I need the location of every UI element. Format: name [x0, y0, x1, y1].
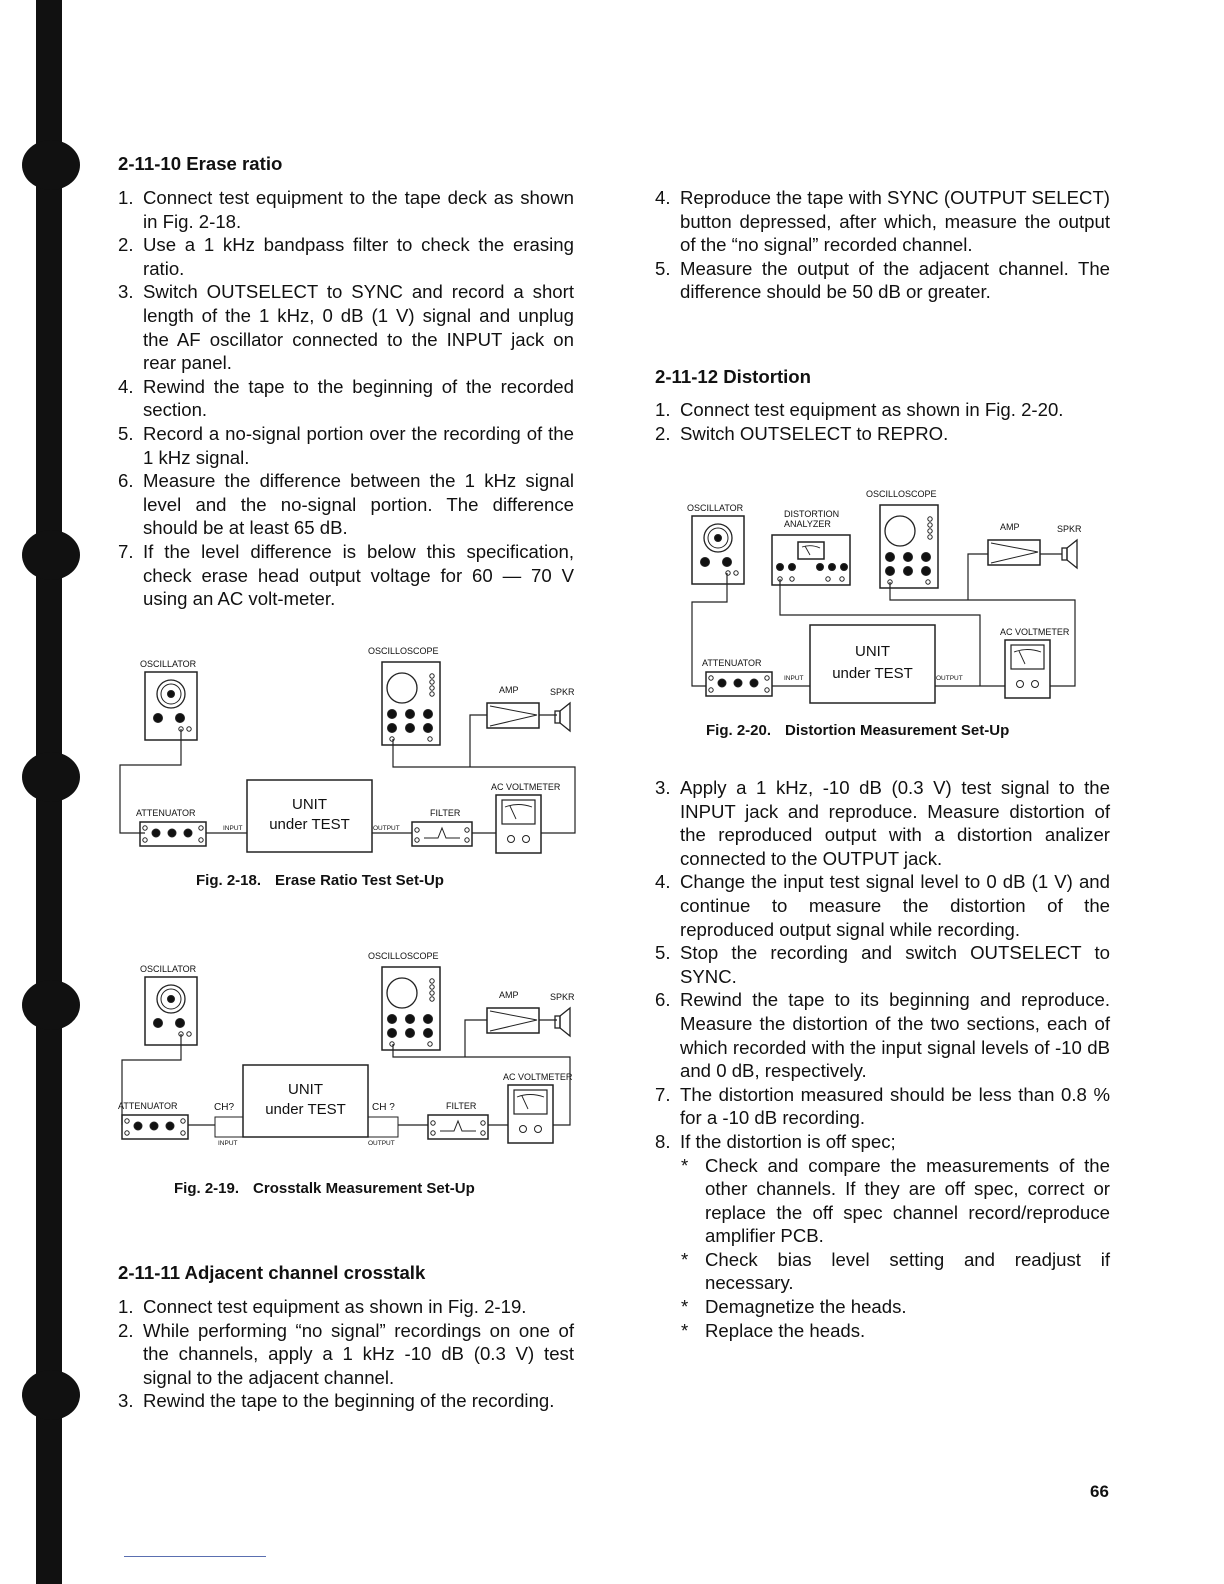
knob [424, 724, 433, 733]
item-text: Use a 1 kHz bandpass filter to check the erasing ratio. [143, 234, 574, 279]
list-item [118, 280, 574, 374]
jack [428, 737, 432, 741]
amp-label: AMP [1000, 522, 1020, 532]
voltmeter-terminal [535, 1126, 542, 1133]
bullet-star: * [681, 1319, 689, 1341]
jack [181, 1119, 185, 1123]
voltmeter-terminal [520, 1126, 527, 1133]
jack [199, 826, 203, 830]
distortion-steps-continued [655, 776, 1110, 1342]
knob [424, 1015, 433, 1024]
steps-list [655, 398, 1110, 445]
unit-label: UNIT [855, 643, 890, 661]
item-number: 1. [118, 187, 134, 208]
item-text: If the distortion is off spec; [680, 1130, 896, 1152]
jack [928, 535, 932, 539]
bandpass-symbol [440, 1121, 476, 1131]
caption-number: Fig. 2-18. [196, 872, 262, 889]
punch-hole-mark [22, 140, 80, 190]
item-number: 6. [118, 470, 134, 492]
jack [709, 676, 713, 680]
jack [481, 1121, 485, 1125]
output-label: OUTPUT [936, 675, 963, 682]
item-text: Rewind the tape to the beginning of the recorded section. [143, 375, 574, 421]
item-text: Measure the difference between the 1 kHz signal level and the no-signal portion. The difference should be at least 65 dB. [143, 470, 574, 539]
punch-hole-mark [22, 1370, 80, 1420]
knob [904, 553, 913, 562]
jack [430, 674, 434, 678]
bullet-item [681, 1248, 1110, 1295]
jack [928, 517, 932, 521]
figure-2-18-diagram [110, 640, 590, 870]
jack [187, 1032, 191, 1036]
footer-rule [124, 1556, 266, 1557]
item-number: 5. [655, 942, 671, 964]
figure-2-19-caption [174, 1180, 475, 1197]
voltmeter-label: AC VOLTMETER [1000, 627, 1070, 637]
voltmeter-meter [1011, 645, 1044, 669]
bullet-item [681, 1319, 1110, 1343]
list-item [118, 1295, 574, 1319]
list-item [655, 988, 1110, 1082]
knob [886, 567, 895, 576]
item-number: 2. [118, 234, 134, 256]
wire [122, 1034, 181, 1125]
oscillator-label: OSCILLATOR [687, 503, 744, 513]
knob [789, 564, 796, 571]
punch-hole-mark [22, 752, 80, 802]
knob [922, 553, 931, 562]
distortion-steps [655, 398, 1110, 445]
knob [154, 1019, 163, 1028]
oscilloscope-screen [885, 516, 915, 546]
knob [168, 829, 176, 837]
list-item [118, 469, 574, 540]
knob [841, 564, 848, 571]
knob [168, 691, 175, 698]
channel-in-label: CH? [214, 1102, 235, 1113]
knob [154, 714, 163, 723]
jack [428, 1042, 432, 1046]
item-number: 3. [118, 1390, 134, 1412]
knob [406, 724, 415, 733]
jack [430, 686, 434, 690]
item-number: 2. [118, 1319, 134, 1341]
item-number: 8. [655, 1130, 671, 1152]
jack [926, 580, 930, 584]
attenuator-label: ATTENUATOR [136, 808, 196, 818]
analyzer-meter [798, 542, 824, 559]
item-text: Rewind the tape to the beginning of the recording. [143, 1390, 555, 1412]
item-text: Switch OUTSELECT to REPRO. [680, 422, 949, 444]
jack [765, 676, 769, 680]
voltmeter-terminal [1032, 681, 1039, 688]
item-text: Stop the recording and switch OUTSELECT to SYNC. [680, 942, 1110, 987]
analyzer-label-1: DISTORTION [784, 509, 840, 519]
list-item [118, 422, 574, 469]
crosstalk-steps [118, 1295, 574, 1413]
jack [199, 838, 203, 842]
input-label: INPUT [218, 1140, 238, 1147]
analyzer-needle [802, 546, 820, 555]
knob [176, 1019, 185, 1028]
knob [406, 1015, 415, 1024]
knob [922, 567, 931, 576]
figure-2-19-diagram [110, 945, 590, 1175]
caption-number: Fig. 2-19. [174, 1180, 240, 1197]
knob [829, 564, 836, 571]
jack [415, 828, 419, 832]
list-item [118, 186, 574, 233]
under-test-label: under TEST [832, 665, 913, 683]
output-jack-box [368, 1117, 398, 1137]
input-label: INPUT [223, 825, 243, 832]
jack [928, 529, 932, 533]
voltmeter-needle [517, 1095, 544, 1110]
attenuator-label: ATTENUATOR [702, 658, 762, 668]
jack [431, 1131, 435, 1135]
item-number: 1. [118, 1296, 134, 1317]
knob [388, 724, 397, 733]
knob [388, 1029, 397, 1038]
jack [734, 571, 738, 575]
list-item [655, 422, 1110, 446]
knob [150, 1122, 158, 1130]
knob [734, 679, 742, 687]
item-number: 7. [655, 1083, 671, 1105]
bullet-star: * [681, 1248, 689, 1270]
amp-label: AMP [499, 685, 519, 695]
item-text: Switch OUTSELECT to SYNC and record a short length of the 1 kHz, 0 dB (1 V) signal and unplug the AF oscillator connected to the INPUT jack on rear panel. [143, 281, 574, 374]
jack [430, 680, 434, 684]
bullet-text: Check bias level setting and readjust if necessary. [705, 1248, 1110, 1294]
knob [424, 1029, 433, 1038]
output-label: OUTPUT [368, 1140, 395, 1147]
punch-hole-mark [22, 980, 80, 1030]
list-item [118, 540, 574, 611]
erase-ratio-steps [118, 186, 574, 611]
oscilloscope-label: OSCILLOSCOPE [368, 951, 439, 961]
wire [968, 554, 988, 600]
list-item [655, 870, 1110, 941]
item-text: While performing “no signal” recordings on one of the channels, apply a 1 kHz -10 dB (0.3 V) test signal to the adjacent channel. [143, 1319, 574, 1388]
knob [176, 714, 185, 723]
input-label: INPUT [784, 675, 804, 682]
spkr-label: SPKR [1057, 524, 1082, 534]
amp-triangle [490, 706, 537, 726]
caption-text: Crosstalk Measurement Set-Up [253, 1180, 475, 1197]
knob [388, 710, 397, 719]
oscillator-label: OSCILLATOR [140, 659, 197, 669]
bandpass-symbol [424, 828, 460, 838]
voltmeter-terminal [1017, 681, 1024, 688]
knob [777, 564, 784, 571]
knob [817, 564, 824, 571]
knob [388, 1015, 397, 1024]
jack [481, 1131, 485, 1135]
jack [826, 577, 830, 581]
bullet-item [681, 1295, 1110, 1319]
jack [465, 838, 469, 842]
under-test-label: under TEST [269, 815, 350, 833]
steps-list [118, 186, 574, 611]
knob [406, 710, 415, 719]
amp-triangle [991, 543, 1038, 563]
filter-box [428, 1115, 488, 1139]
figure-2-18-caption [196, 872, 444, 889]
figure-2-20-diagram [680, 480, 1100, 710]
item-text: Connect test equipment as shown in Fig. 2-20. [680, 399, 1064, 420]
voltmeter-label: AC VOLTMETER [491, 782, 561, 792]
knob [168, 996, 175, 1003]
list-item [655, 398, 1110, 422]
voltmeter-terminal [508, 836, 515, 843]
knob [424, 710, 433, 719]
list-item [655, 186, 1110, 257]
item-text: Measure the output of the adjacent channel. The difference should be 50 dB or greater. [680, 257, 1110, 303]
amp-label: AMP [499, 990, 519, 1000]
speaker-cone [560, 703, 570, 731]
oscillator-label: OSCILLATOR [140, 964, 197, 974]
bullet-star: * [681, 1154, 689, 1176]
item-text: Connect test equipment as shown in Fig. 2-19. [143, 1296, 527, 1317]
jack [431, 1121, 435, 1125]
knob [723, 558, 732, 567]
crosstalk-steps-continued [655, 186, 1110, 304]
amp-triangle [490, 1011, 537, 1031]
oscilloscope-label: OSCILLOSCOPE [866, 489, 937, 499]
caption-number: Fig. 2-20. [706, 722, 772, 739]
item-number: 5. [118, 422, 134, 444]
item-text: Apply a 1 kHz, -10 dB (0.3 V) test signal to the INPUT jack and reproduce. Measure distortion of the reproduced output with a distortion analizer connected to the OUTPUT jack. [680, 777, 1110, 869]
knob [166, 1122, 174, 1130]
bullet-star: * [681, 1296, 689, 1318]
item-text: If the level difference is below this specification, check erase head output voltage for 60 — 70 V using an AC volt-meter. [143, 540, 574, 610]
wire [470, 715, 487, 767]
knob [718, 679, 726, 687]
list-item [655, 257, 1110, 304]
knob [701, 558, 710, 567]
jack [790, 577, 794, 581]
wire [692, 573, 727, 686]
jack [928, 523, 932, 527]
bullet-list [655, 1154, 1110, 1343]
item-text: Connect test equipment to the tape deck as shown in Fig. 2-18. [143, 187, 574, 232]
section-heading-erase-ratio: 2-11-10 Erase ratio [118, 153, 283, 174]
list-item [655, 1130, 1110, 1154]
jack [125, 1131, 129, 1135]
jack [187, 727, 191, 731]
item-text: The distortion measured should be less than 0.8 % for a -10 dB recording. [680, 1083, 1110, 1129]
item-number: 4. [655, 187, 671, 208]
voltmeter-terminal [523, 836, 530, 843]
list-item [655, 776, 1110, 870]
list-item [118, 1319, 574, 1390]
steps-list [655, 776, 1110, 1154]
jack [840, 577, 844, 581]
jack [430, 979, 434, 983]
page-number: 66 [1090, 1482, 1109, 1501]
jack [430, 692, 434, 696]
jack [709, 688, 713, 692]
item-number: 3. [655, 777, 671, 798]
item-number: 3. [118, 281, 134, 303]
attenuator-label: ATTENUATOR [118, 1101, 178, 1111]
voltmeter-label: AC VOLTMETER [503, 1072, 573, 1082]
item-number: 6. [655, 989, 671, 1011]
voltmeter-needle [505, 805, 532, 820]
wire [465, 1020, 487, 1057]
list-item [118, 233, 574, 280]
bullet-item [681, 1154, 1110, 1248]
knob [184, 829, 192, 837]
jack [125, 1119, 129, 1123]
section-heading-adjacent-crosstalk: 2-11-11 Adjacent channel crosstalk [118, 1262, 426, 1283]
punch-hole-mark [22, 530, 80, 580]
spkr-label: SPKR [550, 992, 575, 1002]
item-text: Record a no-signal portion over the recording of the 1 kHz signal. [143, 422, 574, 468]
speaker-magnet [555, 711, 560, 723]
item-number: 4. [655, 871, 671, 893]
filter-box [412, 822, 472, 846]
item-number: 1. [655, 399, 671, 420]
oscilloscope-screen [387, 978, 417, 1008]
voltmeter-needle [1014, 650, 1041, 665]
section-heading-distortion: 2-11-12 Distortion [655, 366, 812, 387]
caption-text: Distortion Measurement Set-Up [785, 722, 1010, 739]
filter-label: FILTER [446, 1101, 477, 1111]
oscilloscope-screen [387, 673, 417, 703]
knob [406, 1029, 415, 1038]
bullet-text: Replace the heads. [705, 1319, 866, 1341]
speaker-cone [560, 1008, 570, 1036]
figure-2-20-caption [706, 722, 1009, 739]
analyzer-label-2: ANALYZER [784, 519, 831, 529]
spkr-label: SPKR [550, 687, 575, 697]
knob [715, 535, 722, 542]
filter-label: FILTER [430, 808, 461, 818]
jack [765, 688, 769, 692]
jack [430, 997, 434, 1001]
jack [181, 1131, 185, 1135]
output-label: OUTPUT [373, 825, 400, 832]
oscilloscope-label: OSCILLOSCOPE [368, 646, 439, 656]
knob [904, 567, 913, 576]
list-item [655, 1083, 1110, 1130]
caption-text: Erase Ratio Test Set-Up [275, 872, 444, 889]
item-number: 5. [655, 257, 671, 279]
bullet-text: Check and compare the measurements of the other channels. If they are off spec, correct or replace the off spec channel record/reproduce amplifier PCB. [705, 1154, 1110, 1247]
item-text: Rewind the tape to its beginning and reproduce. Measure the distortion of the two sections, each of which recorded with the input signal levels of -10 dB and 0 dB, respectively. [680, 989, 1110, 1082]
item-number: 2. [655, 422, 671, 444]
jack [415, 838, 419, 842]
item-text: Reproduce the tape with SYNC (OUTPUT SELECT) button depressed, after which, measure the output of the “no signal” recorded channel. [680, 187, 1110, 256]
jack [143, 838, 147, 842]
bullet-text: Demagnetize the heads. [705, 1296, 907, 1318]
knob [134, 1122, 142, 1130]
voltmeter-meter [514, 1090, 547, 1114]
jack [465, 828, 469, 832]
item-number: 7. [118, 540, 134, 562]
speaker-magnet [1062, 548, 1067, 560]
speaker-magnet [555, 1016, 560, 1028]
jack [430, 985, 434, 989]
jack [143, 826, 147, 830]
list-item [118, 1389, 574, 1413]
knob [750, 679, 758, 687]
unit-under-test-box [810, 625, 935, 703]
steps-list [118, 1295, 574, 1413]
item-text: Change the input test signal level to 0 dB (1 V) and continue to measure the distortion of the reproduced output signal while recording. [680, 871, 1110, 940]
unit-label: UNIT [288, 1080, 323, 1098]
voltmeter-meter [502, 800, 535, 824]
list-item [118, 375, 574, 422]
knob [152, 829, 160, 837]
channel-out-label: CH ? [372, 1102, 395, 1113]
list-item [655, 941, 1110, 988]
input-jack-box [215, 1117, 243, 1137]
item-number: 4. [118, 375, 134, 397]
unit-label: UNIT [292, 795, 327, 813]
jack [430, 991, 434, 995]
knob [886, 553, 895, 562]
under-test-label: under TEST [265, 1100, 346, 1118]
speaker-cone [1067, 540, 1077, 568]
steps-list [655, 186, 1110, 304]
